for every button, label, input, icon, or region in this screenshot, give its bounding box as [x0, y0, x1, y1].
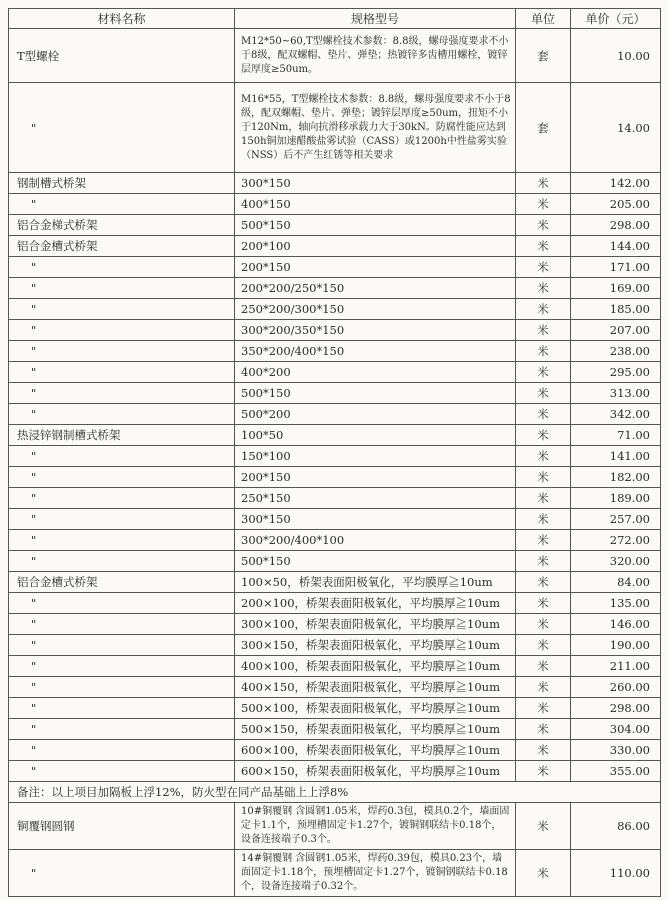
spec-cell: 200*100	[235, 236, 516, 257]
spec-cell: 300*200/350*150	[235, 320, 516, 341]
unit-price-cell: 342.00	[571, 404, 661, 425]
table-row	[9, 488, 661, 509]
table-row	[9, 551, 661, 572]
unit-cell: 米	[516, 446, 571, 467]
unit-cell: 米	[516, 614, 571, 635]
table-row	[9, 803, 661, 850]
material-name-cell: "	[9, 383, 235, 404]
table-row	[9, 404, 661, 425]
unit-price-cell: 298.00	[571, 215, 661, 236]
table-row	[9, 278, 661, 299]
unit-price-cell: 304.00	[571, 719, 661, 740]
spec-cell: 600×100，桥架表面阳极氧化，平均膜厚≧10um	[235, 740, 516, 761]
table-row	[9, 740, 661, 761]
table-row	[9, 257, 661, 278]
spec-cell: 500*200	[235, 404, 516, 425]
material-name-cell: "	[9, 593, 235, 614]
unit-cell: 米	[516, 320, 571, 341]
unit-cell: 米	[516, 467, 571, 488]
note-row	[9, 782, 661, 803]
material-name-cell: "	[9, 446, 235, 467]
unit-price-cell: 207.00	[571, 320, 661, 341]
unit-cell: 米	[516, 761, 571, 782]
material-name-cell: "	[9, 278, 235, 299]
material-name-cell: "	[9, 530, 235, 551]
spec-cell: 400×100，桥架表面阳极氧化，平均膜厚≧10um	[235, 656, 516, 677]
spec-cell: 300*200/400*100	[235, 530, 516, 551]
spec-cell: 500*150	[235, 215, 516, 236]
spec-cell: 300×150，桥架表面阳极氧化，平均膜厚≧10um	[235, 635, 516, 656]
table-body-copper	[9, 803, 661, 897]
material-name-cell: "	[9, 83, 235, 173]
unit-cell: 套	[516, 83, 571, 173]
unit-price-cell: 110.00	[571, 850, 661, 897]
material-name-cell: "	[9, 719, 235, 740]
material-name-cell: "	[9, 635, 235, 656]
spec-cell: 100*50	[235, 425, 516, 446]
spec-cell: 300*150	[235, 509, 516, 530]
table-row	[9, 83, 661, 173]
unit-cell: 米	[516, 425, 571, 446]
unit-price-cell: 86.00	[571, 803, 661, 850]
spec-cell: 250*150	[235, 488, 516, 509]
unit-cell: 米	[516, 299, 571, 320]
unit-cell: 米	[516, 677, 571, 698]
table-row	[9, 383, 661, 404]
spec-cell: 200*150	[235, 467, 516, 488]
table-row	[9, 341, 661, 362]
unit-cell: 米	[516, 194, 571, 215]
material-name-cell: 铜覆钢圆钢	[9, 803, 235, 850]
table-row	[9, 194, 661, 215]
spec-cell: 250*200/300*150	[235, 299, 516, 320]
spec-cell: 150*100	[235, 446, 516, 467]
unit-cell: 米	[516, 803, 571, 850]
spec-cell: 500*150	[235, 551, 516, 572]
material-name-cell: "	[9, 341, 235, 362]
unit-price-cell: 298.00	[571, 698, 661, 719]
unit-cell: 米	[516, 850, 571, 897]
note-text: 备注：以上项目加隔板上浮12%，防火型在同产品基础上上浮8%	[9, 782, 661, 803]
material-name-cell: "	[9, 551, 235, 572]
spec-cell: 14#铜覆钢 含圆钢1.05米，焊药0.39包，模具0.23个，墙面固定卡1.18个，预埋槽固定卡1.27个，镀铜钢联结卡0.18个，设备连接端子0.32个。	[235, 850, 516, 897]
table-row	[9, 446, 661, 467]
unit-cell: 套	[516, 29, 571, 83]
material-name-cell: "	[9, 677, 235, 698]
material-name-cell: "	[9, 488, 235, 509]
header-unit: 单位	[516, 9, 571, 29]
table-row	[9, 593, 661, 614]
unit-price-cell: 257.00	[571, 509, 661, 530]
material-name-cell: "	[9, 194, 235, 215]
material-name-cell: 铝合金梯式桥架	[9, 215, 235, 236]
spec-cell: 350*200/400*150	[235, 341, 516, 362]
table-row	[9, 425, 661, 446]
unit-cell: 米	[516, 530, 571, 551]
unit-cell: 米	[516, 173, 571, 194]
material-name-cell: "	[9, 320, 235, 341]
unit-price-cell: 185.00	[571, 299, 661, 320]
table-row	[9, 698, 661, 719]
spec-cell: 600×150，桥架表面阳极氧化，平均膜厚≧10um	[235, 761, 516, 782]
material-name-cell: 铝合金槽式桥架	[9, 236, 235, 257]
unit-cell: 米	[516, 257, 571, 278]
unit-cell: 米	[516, 362, 571, 383]
table-note-section	[9, 782, 661, 803]
unit-price-cell: 142.00	[571, 173, 661, 194]
unit-price-cell: 182.00	[571, 467, 661, 488]
unit-cell: 米	[516, 215, 571, 236]
material-name-cell: "	[9, 740, 235, 761]
spec-cell: M16*55，T型螺栓技术参数：8.8级，螺母强度要求不小于8级，配双螺帽、垫片、弹垫；镀锌层厚度≥50um，扭矩不小于120Nm，轴向抗滑移承载力大于30kN。防腐性能应达到150h铜加速醋酸盐雾试验（CASS）或1200h中性盐雾实验（NSS）后不产生红锈等相关要求	[235, 83, 516, 173]
material-name-cell: "	[9, 257, 235, 278]
unit-price-cell: 313.00	[571, 383, 661, 404]
unit-price-cell: 211.00	[571, 656, 661, 677]
unit-cell: 米	[516, 488, 571, 509]
table-row	[9, 635, 661, 656]
unit-cell: 米	[516, 404, 571, 425]
spec-cell: 400*200	[235, 362, 516, 383]
spec-cell: 300×100，桥架表面阳极氧化，平均膜厚≧10um	[235, 614, 516, 635]
material-name-cell: "	[9, 614, 235, 635]
unit-price-cell: 169.00	[571, 278, 661, 299]
table-row	[9, 299, 661, 320]
material-name-cell: "	[9, 362, 235, 383]
material-name-cell: 铝合金槽式桥架	[9, 572, 235, 593]
table-row	[9, 850, 661, 897]
table-row	[9, 509, 661, 530]
spec-cell: 200*150	[235, 257, 516, 278]
table-row	[9, 761, 661, 782]
unit-price-cell: 238.00	[571, 341, 661, 362]
unit-cell: 米	[516, 656, 571, 677]
material-name-cell: "	[9, 404, 235, 425]
unit-cell: 米	[516, 236, 571, 257]
material-name-cell: "	[9, 467, 235, 488]
header-unit-price: 单价（元）	[571, 9, 661, 29]
unit-price-cell: 272.00	[571, 530, 661, 551]
unit-cell: 米	[516, 740, 571, 761]
header-spec: 规格型号	[235, 9, 516, 29]
spec-cell: 200×100，桥架表面阳极氧化，平均膜厚≧10um	[235, 593, 516, 614]
unit-cell: 米	[516, 341, 571, 362]
unit-price-cell: 144.00	[571, 236, 661, 257]
unit-price-cell: 330.00	[571, 740, 661, 761]
unit-price-cell: 84.00	[571, 572, 661, 593]
spec-cell: 500×100，桥架表面阳极氧化，平均膜厚≧10um	[235, 698, 516, 719]
price-table-page	[8, 8, 660, 897]
unit-price-cell: 14.00	[571, 83, 661, 173]
unit-price-cell: 295.00	[571, 362, 661, 383]
table-row	[9, 362, 661, 383]
unit-price-cell: 171.00	[571, 257, 661, 278]
table-row	[9, 656, 661, 677]
spec-cell: 10#铜覆钢 含圆钢1.05米，焊药0.3包，模具0.2个，墙面固定卡1.1个，预埋槽固定卡1.27个，镀铜钢联结卡0.18个，设备连接端子0.3个。	[235, 803, 516, 850]
spec-cell: 100×50，桥架表面阳极氧化，平均膜厚≧10um	[235, 572, 516, 593]
unit-price-cell: 141.00	[571, 446, 661, 467]
table-row	[9, 530, 661, 551]
material-name-cell: 热浸锌钢制槽式桥架	[9, 425, 235, 446]
unit-cell: 米	[516, 593, 571, 614]
unit-cell: 米	[516, 698, 571, 719]
spec-cell: 300*150	[235, 173, 516, 194]
unit-cell: 米	[516, 719, 571, 740]
unit-price-cell: 189.00	[571, 488, 661, 509]
table-row	[9, 677, 661, 698]
material-name-cell: "	[9, 850, 235, 897]
table-row	[9, 236, 661, 257]
unit-cell: 米	[516, 572, 571, 593]
material-name-cell: "	[9, 299, 235, 320]
material-name-cell: "	[9, 656, 235, 677]
spec-cell: 500×150，桥架表面阳极氧化，平均膜厚≧10um	[235, 719, 516, 740]
table-row	[9, 173, 661, 194]
unit-price-cell: 71.00	[571, 425, 661, 446]
table-row	[9, 467, 661, 488]
spec-cell: 400*150	[235, 194, 516, 215]
material-name-cell: "	[9, 698, 235, 719]
material-name-cell: 钢制槽式桥架	[9, 173, 235, 194]
material-name-cell: "	[9, 761, 235, 782]
material-name-cell: T型螺栓	[9, 29, 235, 83]
table-row	[9, 719, 661, 740]
table-row	[9, 572, 661, 593]
unit-price-cell: 355.00	[571, 761, 661, 782]
table-header-row	[9, 9, 661, 29]
table-row	[9, 614, 661, 635]
unit-price-cell: 146.00	[571, 614, 661, 635]
unit-price-cell: 205.00	[571, 194, 661, 215]
spec-cell: 500*150	[235, 383, 516, 404]
header-material-name: 材料名称	[9, 9, 235, 29]
table-row	[9, 320, 661, 341]
unit-cell: 米	[516, 383, 571, 404]
unit-cell: 米	[516, 509, 571, 530]
unit-cell: 米	[516, 278, 571, 299]
spec-cell: M12*50~60,T型螺栓技术参数：8.8级，螺母强度要求不小于8级，配双螺帽、垫片、弹垫；热镀锌多齿槽用螺栓，镀锌层厚度≥50um。	[235, 29, 516, 83]
unit-price-cell: 190.00	[571, 635, 661, 656]
spec-cell: 200*200/250*150	[235, 278, 516, 299]
unit-price-cell: 320.00	[571, 551, 661, 572]
unit-price-cell: 260.00	[571, 677, 661, 698]
unit-price-cell: 10.00	[571, 29, 661, 83]
unit-price-cell: 135.00	[571, 593, 661, 614]
table-row	[9, 215, 661, 236]
table-row	[9, 29, 661, 83]
table-body-main	[9, 29, 661, 782]
spec-cell: 400×150，桥架表面阳极氧化，平均膜厚≧10um	[235, 677, 516, 698]
unit-cell: 米	[516, 635, 571, 656]
unit-cell: 米	[516, 551, 571, 572]
material-name-cell: "	[9, 509, 235, 530]
price-table	[8, 8, 661, 897]
